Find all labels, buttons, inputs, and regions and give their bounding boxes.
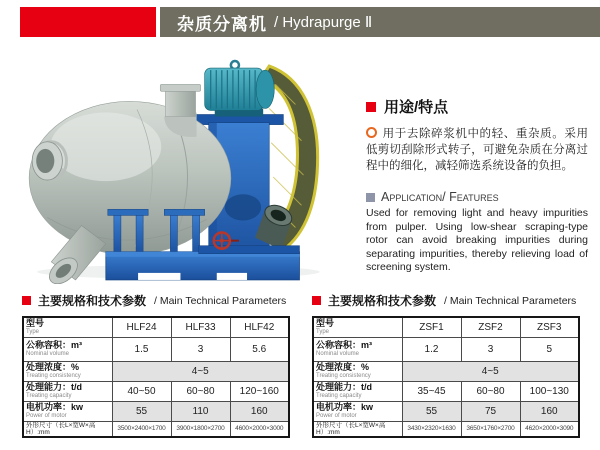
- drive-motor: [205, 61, 275, 116]
- row-label-en: Power of motor: [316, 412, 357, 419]
- table-row: [23, 401, 289, 421]
- cell-value: 110: [171, 401, 230, 421]
- cell-value: 55: [112, 401, 171, 421]
- cell-value: 3430×2320×1630: [402, 421, 461, 437]
- cell-value: 120~160: [230, 381, 289, 401]
- spec-section-right: [312, 292, 578, 438]
- table-row: [23, 421, 289, 437]
- cell-value: 55: [402, 401, 461, 421]
- features-section: [366, 96, 588, 275]
- row-label-en: Type: [316, 328, 330, 335]
- spec-table-hlf: [22, 316, 290, 438]
- cell-value: 3650×1760×2700: [461, 421, 520, 437]
- table-row: [313, 337, 579, 361]
- cell-value: 100~130: [520, 381, 579, 401]
- cell-value: 75: [461, 401, 520, 421]
- cell-value: 3: [461, 337, 520, 361]
- page-title-bar: [160, 7, 600, 37]
- cell-value: 5: [520, 337, 579, 361]
- spec-section-left: [22, 292, 288, 438]
- row-label-zh: 处理能力：t/d: [316, 382, 372, 392]
- row-label-zh: 电机功率：kw: [316, 402, 374, 412]
- red-square-bullet-icon: [312, 296, 321, 305]
- cell-value: 60~80: [461, 381, 520, 401]
- spec-heading-en: / Main Technical Parameters: [154, 294, 287, 307]
- row-label-zh: 外形尺寸（长L×宽W×高H）:mm: [316, 421, 386, 436]
- row-label-en: Power of motor: [26, 412, 67, 419]
- row-label-en: Nominal volume: [26, 350, 70, 357]
- row-label-zh: 型号: [316, 318, 335, 329]
- features-body-zh-text: 用于去除碎浆机中的轻、重杂质。采用低剪切刮除形式转子，可避免杂质在分离过程中的细化，减轻筛选系统设备的负担。: [366, 128, 588, 172]
- spec-heading-left: [22, 292, 288, 309]
- table-row: [23, 317, 289, 337]
- red-square-bullet-icon: [22, 296, 31, 305]
- cell-value: 160: [230, 401, 289, 421]
- row-label-zh: 型号: [26, 318, 45, 329]
- cell-value: 4620×2000×3090: [520, 421, 579, 437]
- spec-table-zsf: [312, 316, 580, 438]
- row-label-zh: 电机功率：kw: [26, 402, 84, 412]
- row-label-en: Treating capacity: [316, 392, 362, 399]
- row-label-zh: 处理浓度：%: [26, 362, 80, 372]
- cell-value-merged: 4~5: [402, 361, 579, 381]
- features-body-zh: [366, 126, 588, 174]
- cell-value: 1.5: [112, 337, 171, 361]
- cell-value: ZSF2: [461, 317, 520, 337]
- spec-heading-zh: 主要规格和技术参数: [38, 294, 147, 308]
- cell-value: 60~80: [171, 381, 230, 401]
- table-row: [23, 337, 289, 361]
- cell-value: HLF24: [112, 317, 171, 337]
- features-heading: [366, 96, 588, 117]
- spec-heading-zh: 主要规格和技术参数: [328, 294, 437, 308]
- row-label-zh: 公称容积：m³: [316, 340, 372, 350]
- table-row: [313, 401, 579, 421]
- row-label-zh: 处理浓度：%: [316, 362, 370, 372]
- table-row: [313, 317, 579, 337]
- row-label-en: Treating consistency: [26, 372, 81, 379]
- features-heading-en-text: Application/ Features: [381, 190, 499, 204]
- cell-value: 4600×2000×3000: [230, 421, 289, 437]
- features-body-en: Used for removing light and heavy impurities from pulper. Using low-shear scraping-type rotor can avoid breaking impurities during separating impurities, thereby relieving load of screening system.: [366, 207, 588, 273]
- table-row: [23, 381, 289, 401]
- cell-value: HLF42: [230, 317, 289, 337]
- cell-value: 5.6: [230, 337, 289, 361]
- cell-value: ZSF3: [520, 317, 579, 337]
- features-heading-en: [366, 190, 588, 204]
- page-title-en: / Hydrapurge Ⅱ: [274, 14, 373, 31]
- cell-value: ZSF1: [402, 317, 461, 337]
- cell-value: 40~50: [112, 381, 171, 401]
- red-square-bullet-icon: [366, 102, 376, 112]
- gray-square-bullet-icon: [366, 193, 375, 202]
- cell-value-merged: 4~5: [112, 361, 289, 381]
- table-row: [313, 361, 579, 381]
- row-label-en: Treating capacity: [26, 392, 72, 399]
- cell-value: 3900×1800×2700: [171, 421, 230, 437]
- cell-value: 3: [171, 337, 230, 361]
- table-row: [23, 361, 289, 381]
- spec-heading-right: [312, 292, 578, 309]
- cell-value: 160: [520, 401, 579, 421]
- cell-value: 1.2: [402, 337, 461, 361]
- table-row: [313, 421, 579, 437]
- row-label-en: Nominal volume: [316, 350, 360, 357]
- row-label-en: Type: [26, 328, 40, 335]
- features-heading-zh: 用途/特点: [384, 99, 449, 116]
- row-label-zh: 外形尺寸（长L×宽W×高H）:mm: [26, 421, 96, 436]
- row-label-zh: 公称容积：m³: [26, 340, 82, 350]
- page-title-zh: 杂质分离机: [177, 14, 267, 34]
- cell-value: 3500×2400×1700: [112, 421, 171, 437]
- row-label-zh: 处理能力：t/d: [26, 382, 82, 392]
- row-label-en: Treating consistency: [316, 372, 371, 379]
- table-row: [313, 381, 579, 401]
- header-red-block: [20, 7, 156, 37]
- separator-tank: [29, 84, 231, 254]
- ring-bullet-icon: [366, 127, 377, 138]
- spec-heading-en: / Main Technical Parameters: [444, 294, 577, 307]
- machine-photo: [16, 56, 356, 284]
- cell-value: HLF33: [171, 317, 230, 337]
- cell-value: 35~45: [402, 381, 461, 401]
